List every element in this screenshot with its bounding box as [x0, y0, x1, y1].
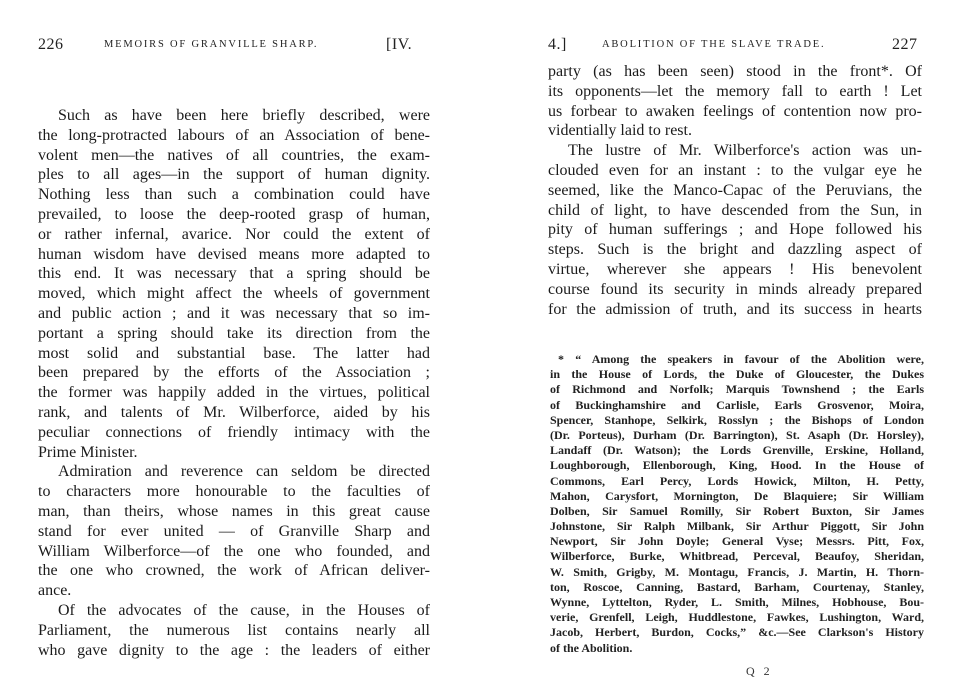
text-line: this end. It was necessary that a spring should be	[38, 265, 430, 283]
text-line: the long-protracted labours of an Association of bene-	[38, 126, 430, 144]
footnote-line: of Richmond and Norfolk; Marquis Townshend ; the Earls	[550, 382, 924, 397]
signature-mark: Q 2	[746, 664, 773, 678]
footnote-line: * “ Among the speakers in favour of the Abolition were,	[558, 352, 924, 366]
text-line: seemed, like the Manco-Capac of the Peruvians, the	[548, 181, 922, 199]
text-line: Such as have been here briefly described, were	[58, 107, 430, 124]
text-line: clouded even for an instant : to the vulgar eye he	[548, 161, 922, 179]
footnote-line: Newport, Sir John Doyle; General Vyse; Messrs. Pitt, Fox,	[550, 534, 924, 549]
footnote-line: Spencer, Stanhope, Selkirk, Rosslyn ; the Bishops of London	[550, 412, 924, 427]
text-line: to characters more honourable to the faculties of	[38, 483, 430, 501]
right-page-number: 227	[892, 36, 918, 53]
text-line: steps. Such is the bright and dazzling aspect of	[548, 241, 922, 259]
text-line: stand for ever united — of Granville Sharp and	[38, 522, 430, 540]
text-line: us forbear to awaken feelings of contention now pro-	[548, 102, 922, 120]
text-line: most solid and substantial base. The latter had	[38, 344, 430, 362]
left-section-mark: [IV.	[386, 36, 413, 53]
text-line: prevailed, to loose the deep-rooted grasp of human,	[38, 205, 430, 223]
right-running-title: ABOLITION OF THE SLAVE TRADE.	[602, 39, 826, 50]
footnote-line: of the Abolition.	[550, 640, 633, 655]
text-line: ance.	[38, 582, 72, 600]
left-running-title: MEMOIRS OF GRANVILLE SHARP.	[104, 39, 319, 50]
text-line: volent men—the natives of all countries, the exam-	[38, 146, 430, 164]
right-section-mark: 4.]	[548, 36, 567, 53]
text-line: who gave dignity to the age : the leaders of either	[38, 641, 430, 659]
text-line: man, than theirs, whose names in this great cause	[38, 502, 430, 520]
text-line: pity of human sufferings ; and Hope followed his	[548, 221, 922, 239]
text-line: for the admission of truth, and its success in hearts	[548, 300, 922, 318]
footnote	[550, 352, 924, 656]
text-line: videntially laid to rest.	[548, 122, 692, 140]
text-line: the former was happily added in the virtues, political	[38, 384, 430, 402]
text-line: Parliament, the numerous list contains nearly all	[38, 621, 430, 639]
text-line: human wisdom have devised means more adapted to	[38, 245, 430, 263]
footnote-line: Jacob, Herbert, Burdon, Cocks,” &c.—See Clarkson's History	[550, 625, 924, 640]
text-line: party (as has been seen) stood in the front*. Of	[548, 63, 922, 80]
text-line: the one who crowned, the work of African deliver-	[38, 562, 430, 580]
text-line: portant a spring should take its direction from the	[38, 324, 430, 342]
text-line: Nothing less than such a combination could have	[38, 186, 430, 204]
text-line: child of light, to have descended from the Sun, in	[548, 201, 922, 219]
text-line: Of the advocates of the cause, in the Houses of	[58, 601, 430, 619]
footnote-line: W. Smith, Grigby, M. Montagu, Francis, J. Martin, H. Thorn-	[550, 564, 924, 579]
footnote-line: Wilberforce, Burke, Whitbread, Perceval, Beaufoy, Sheridan,	[550, 549, 924, 564]
footnote-line: of Buckinghamshire and Carlisle, Earls Grosvenor, Moira,	[550, 397, 924, 412]
text-line: its opponents—let the memory fall to earth ! Let	[548, 82, 922, 100]
text-line: course found its security in minds already prepared	[548, 280, 922, 298]
text-line: William Wilberforce—of the one who founded, and	[38, 542, 430, 560]
right-page	[490, 0, 980, 699]
text-line: moved, which might affect the wheels of government	[38, 285, 430, 303]
text-line: Prime Minister.	[38, 443, 138, 461]
text-line: ples to all ages—in the support of human dignity.	[38, 166, 430, 184]
left-page-number: 226	[38, 36, 64, 53]
text-line: been prepared by the efforts of the Association ;	[38, 364, 430, 382]
footnote-line: Loughborough, Ellenborough, King, Hood. In the House of	[550, 458, 924, 473]
text-line: The lustre of Mr. Wilberforce's action was un-	[568, 142, 922, 160]
footnote-line: Landaff (Dr. Watson); the Lords Grenville, Erskine, Holland,	[550, 443, 924, 458]
footnote-line: Johnstone, Sir Ralph Milbank, Sir Arthur Piggott, Sir John	[550, 519, 924, 534]
text-line: Admiration and reverence can seldom be directed	[58, 463, 430, 481]
footnote-line: Commons, Earl Percy, Lords Howick, Milton, H. Petty,	[550, 473, 924, 488]
footnote-line: ton, Roscoe, Canning, Bastard, Barham, Courtenay, Stanley,	[550, 579, 924, 594]
footnote-line: in the House of Lords, the Duke of Gloucester, the Dukes	[550, 367, 924, 382]
text-line: and public action ; and it was necessary that so im-	[38, 304, 430, 322]
footnote-line: Mahon, Carysfort, Mornington, De Blaquiere; Sir William	[550, 488, 924, 503]
right-running-head	[548, 36, 948, 58]
footnote-line: verie, Grenfell, Leigh, Huddlestone, Fawkes, Lushington, Ward,	[550, 610, 924, 625]
text-line: rank, and talents of Mr. Wilberforce, aided by his	[38, 403, 430, 421]
footnote-line: (Dr. Porteus), Durham (Dr. Barrington), St. Asaph (Dr. Horsley),	[550, 427, 924, 442]
footnote-line: Dolben, Sir Samuel Romilly, Sir Robert Buxton, Sir James	[550, 503, 924, 518]
text-line: or rather infernal, avarice. Nor could the extent of	[38, 225, 430, 243]
text-line: virtue, wherever she appears ! His benevolent	[548, 260, 922, 278]
left-running-head	[38, 36, 438, 58]
footnote-line: Wynne, Lyttelton, Ryder, L. Smith, Milnes, Hobhouse, Bou-	[550, 595, 924, 609]
left-body-text	[38, 106, 430, 660]
right-body-text	[548, 62, 922, 319]
text-line: peculiar connections of friendly intimacy with the	[38, 423, 430, 441]
